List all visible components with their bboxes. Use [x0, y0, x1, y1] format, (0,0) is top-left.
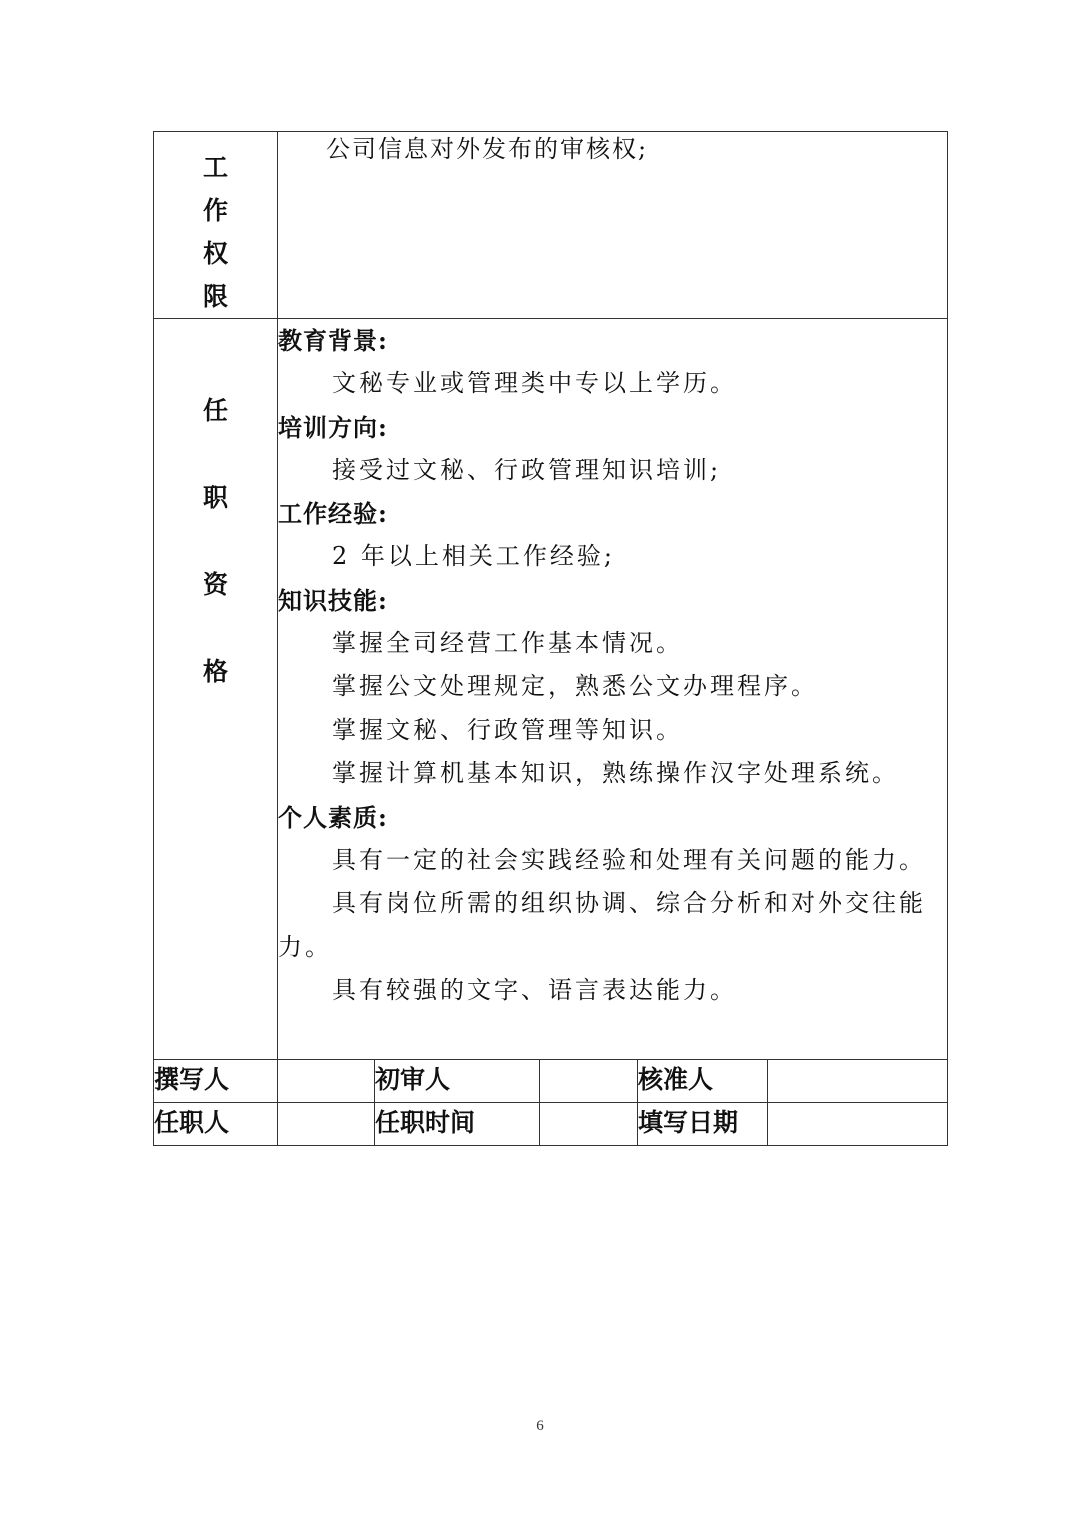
section-heading: 工作经验:	[278, 499, 388, 528]
job-description-table	[153, 131, 948, 1146]
section-item: 掌握计算机基本知识，熟练操作汉字处理系统。	[332, 759, 899, 787]
label-char: 任	[202, 396, 228, 425]
holder-field[interactable]	[278, 1103, 375, 1146]
label-char: 权	[202, 239, 228, 268]
fill-date-label: 填写日期	[638, 1103, 768, 1146]
writer-label: 撰写人	[154, 1060, 278, 1103]
label-char: 格	[202, 657, 228, 686]
approver-label: 核准人	[638, 1060, 768, 1103]
page-number: 6	[536, 1418, 544, 1434]
signature-row-2	[154, 1103, 948, 1146]
writer-field[interactable]	[278, 1060, 375, 1103]
section-item: 掌握全司经营工作基本情况。	[332, 628, 683, 657]
start-time-field[interactable]	[540, 1103, 638, 1146]
label-char: 工	[202, 153, 228, 182]
section-item: 具有岗位所需的组织协调、综合分析和对外交往能力。	[278, 889, 926, 961]
label-char: 作	[202, 196, 228, 225]
reviewer-field[interactable]	[540, 1060, 638, 1103]
fill-date-field[interactable]	[768, 1103, 948, 1146]
approver-field[interactable]	[768, 1060, 948, 1103]
reviewer-label: 初审人	[375, 1060, 540, 1103]
section-heading: 个人素质:	[278, 802, 388, 832]
section-heading: 教育背景:	[278, 326, 388, 355]
section-item: 具有较强的文字、语言表达能力。	[332, 976, 737, 1004]
authority-item: 公司信息对外发布的审核权;	[326, 135, 649, 163]
label-char: 限	[202, 282, 228, 311]
section-item: 2 年以上相关工作经验;	[332, 542, 615, 570]
signature-row-1	[154, 1060, 948, 1103]
authority-label	[154, 132, 278, 319]
qualifications-row	[154, 319, 948, 1060]
start-time-label: 任职时间	[375, 1103, 540, 1146]
section-item: 掌握公文处理规定，熟悉公文办理程序。	[332, 672, 818, 700]
holder-label: 任职人	[154, 1103, 278, 1146]
section-item: 掌握文秘、行政管理等知识。	[332, 715, 683, 744]
authority-content	[278, 132, 948, 319]
label-char: 职	[202, 483, 228, 512]
section-heading: 培训方向:	[278, 412, 388, 442]
authority-row	[154, 132, 948, 319]
qualifications-label	[154, 319, 278, 1060]
section-item: 接受过文秘、行政管理知识培训;	[332, 455, 722, 484]
section-item: 文秘专业或管理类中专以上学历。	[332, 369, 737, 397]
section-item: 具有一定的社会实践经验和处理有关问题的能力。	[332, 845, 926, 874]
section-heading: 知识技能:	[278, 585, 388, 615]
qualifications-content	[278, 319, 948, 1060]
label-char: 资	[202, 570, 228, 599]
